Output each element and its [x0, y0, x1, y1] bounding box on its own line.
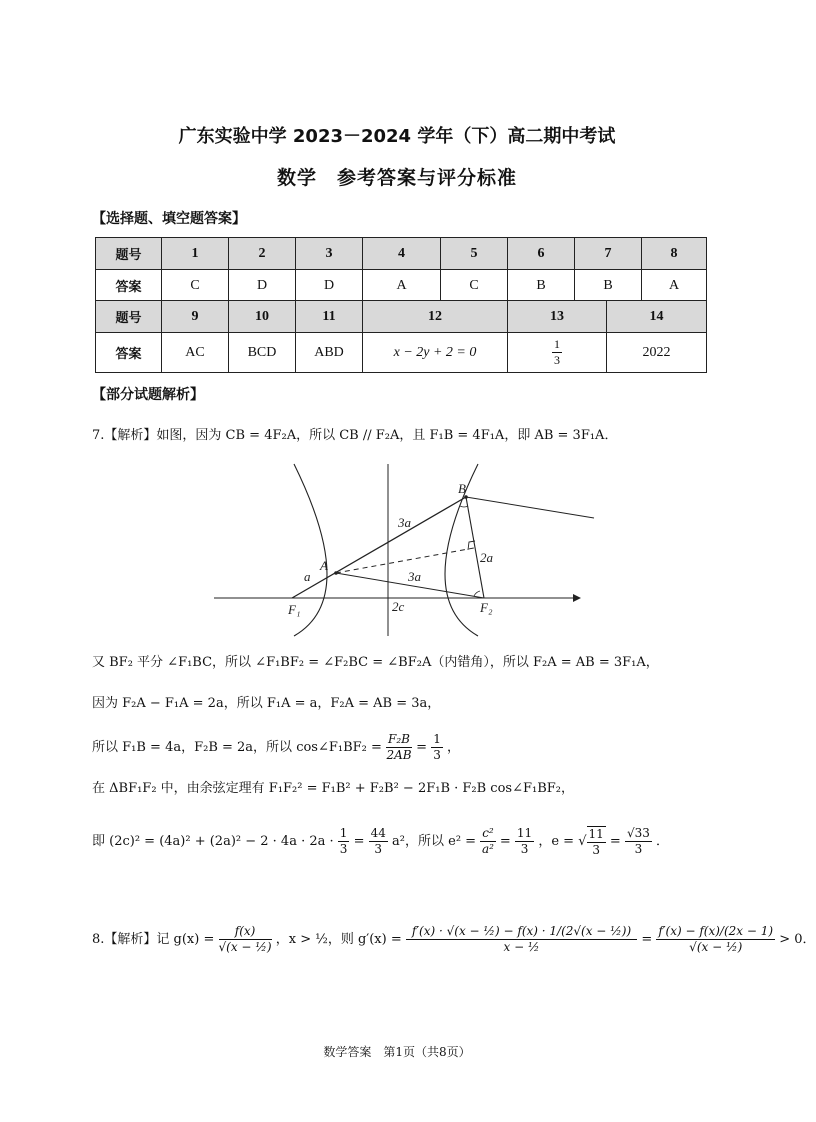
row-label: 题号: [96, 238, 162, 270]
q7-line-1: 又 BF₂ 平分 ∠F₁BC，所以 ∠F₁BF₂ = ∠F₂BC = ∠BF₂A（内错角），所以 F₂A = AB = 3F₁A，: [92, 655, 659, 670]
section-heading-answers: 【选择题、填空题答案】: [92, 211, 246, 227]
page-title: 广东实验中学 2023－2024 学年（下）高二期中考试: [178, 126, 616, 147]
table-cell: D: [296, 270, 363, 302]
label-3a-bottom: 3a: [408, 569, 421, 584]
table-cell: 1: [162, 238, 229, 270]
table-cell: ABD: [296, 333, 363, 373]
table-cell: 6: [508, 238, 575, 270]
table-cell: A: [363, 270, 441, 302]
q7-line-5: 即 (2c)² = (4a)² + (2a)² − 2 · 4a · 2a · $\frac{1}{3}$ = $\frac{44}{3}$ a²，所以 e² = $\frac{\text{c²}}{\text{a²}}$ = $\frac{11}{3}$ ，e = √ $\frac{11}{3}$ = $\frac{√33}{3}$ ．: [92, 826, 670, 857]
table-cell: A: [642, 270, 707, 302]
row-label: 答案: [96, 270, 162, 302]
table-cell: D: [229, 270, 296, 302]
label-a: a: [304, 569, 311, 584]
label-F1: F₁: [288, 602, 301, 617]
row-label: 答案: [96, 333, 162, 373]
table-cell: C: [162, 270, 229, 302]
table-cell: C: [441, 270, 508, 302]
q7-line-2: 因为 F₂A − F₁A = 2a，所以 F₁A = a，F₂A = AB = 3a，: [92, 696, 441, 711]
label-F2: F₂: [480, 600, 493, 615]
table-cell: 5: [441, 238, 508, 270]
table-row: [96, 333, 707, 373]
q8-line: 8.【解析】记 g(x) = $\frac{f(x)}{\text{√(x − ½)}}$ ，x > ½，则 g′(x) = $\frac{\text{f′(x) · √(x − ½) − f(x) · 1/(2√(x − ½))}}{\text{x − ½}}$ = $\frac{f'(x) - f(x)/(2x - 1)}{\text{√(x − ½)}}$ > 0．: [92, 924, 816, 954]
label-A: A: [320, 558, 328, 573]
answer-table-2: [95, 300, 707, 373]
table-cell: 12: [363, 301, 508, 333]
fraction-one-third: $\frac{1}{3}$: [554, 337, 560, 367]
table-cell: 9: [162, 301, 229, 333]
table-cell: 2: [229, 238, 296, 270]
q7-line-4: 在 ΔBF₁F₂ 中，由余弦定理有 F₁F₂² = F₁B² + F₂B² − 2F₁B · F₂B cos∠F₁BF₂，: [92, 781, 574, 796]
table-cell: 14: [607, 301, 707, 333]
table-cell: 13: [508, 301, 607, 333]
page-subtitle: 数学 参考答案与评分标准: [276, 167, 517, 189]
hyperbola-diagram: [212, 460, 588, 638]
fraction: $\frac{1}{3}$: [433, 732, 441, 762]
table-cell: BCD: [229, 333, 296, 373]
table-cell: 10: [229, 301, 296, 333]
table-cell: 2022: [607, 333, 707, 373]
label-3a-top: 3a: [398, 515, 411, 530]
fraction-gprime: $\frac{\text{f′(x) · √(x − ½) − f(x) · 1/(2√(x − ½))}}{\text{x − ½}}$: [406, 924, 637, 955]
label-B: B: [458, 481, 466, 496]
table-row: [96, 270, 707, 302]
table-cell: 8: [642, 238, 707, 270]
fraction-gx: $\frac{f(x)}{\text{√(x − ½)}}$: [218, 924, 272, 954]
table-cell: B: [575, 270, 642, 302]
table-row: [96, 238, 707, 270]
table-cell: 7: [575, 238, 642, 270]
page-footer: 数学答案 第1页（共8页）: [323, 1045, 471, 1059]
table-row: [96, 301, 707, 333]
answer-table: [95, 237, 707, 302]
fraction: $\frac{\text{F₂B}}{2AB}$: [386, 732, 412, 762]
fraction-result: $\frac{f'(x) - f(x)/(2x - 1)}{\text{√(x − ½)}}$: [658, 924, 774, 954]
table-cell: 11: [296, 301, 363, 333]
q7-intro: 7.【解析】如图，因为 CB = 4F₂A，所以 CB // F₂A，且 F₁B = 4F₁A，即 AB = 3F₁A．: [92, 428, 618, 443]
table-cell: AC: [162, 333, 229, 373]
row-label: 题号: [96, 301, 162, 333]
label-2a: 2a: [480, 550, 493, 565]
table-cell: B: [508, 270, 575, 302]
label-2c: 2c: [392, 599, 405, 614]
section-heading-analysis: 【部分试题解析】: [92, 387, 204, 403]
q7-line-3: 所以 F₁B = 4a，F₂B = 2a，所以 cos∠F₁BF₂ = $\frac{\text{F₂B}}{2AB}$ = $\frac{1}{3}$ ，: [92, 732, 460, 762]
table-cell: [508, 333, 607, 373]
table-cell: 4: [363, 238, 441, 270]
table-cell: 3: [296, 238, 363, 270]
table-cell: x − 2y + 2 = 0: [363, 333, 508, 373]
